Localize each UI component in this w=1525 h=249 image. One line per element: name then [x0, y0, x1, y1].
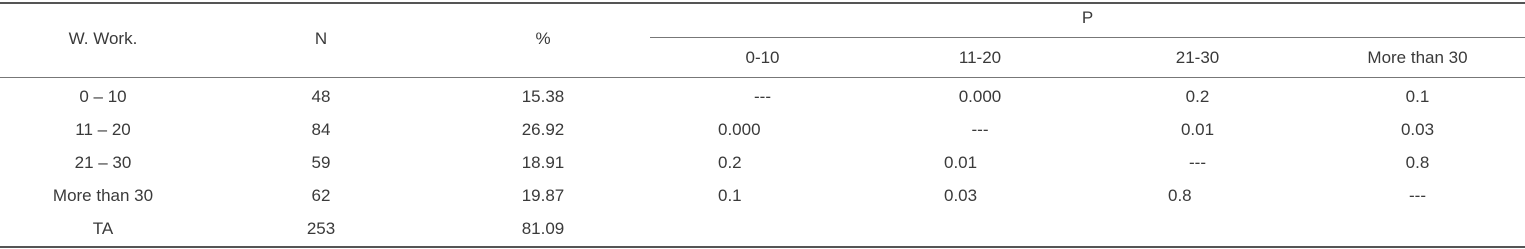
cell-p-11-20: 0.000	[958, 87, 1002, 106]
cell-w-work: More than 30	[52, 186, 154, 205]
table-header-rule	[0, 77, 1525, 78]
cell-p-0-10: 0.1	[718, 186, 742, 205]
cell-p-0-10: 0.000	[718, 120, 761, 139]
cell-n: 48	[311, 87, 331, 106]
cell-p-0-10: ---	[754, 87, 771, 106]
cell-p-more-than-30: 0.1	[1405, 87, 1430, 106]
cell-n: 62	[311, 186, 331, 205]
cell-n: 59	[311, 153, 331, 172]
header-p-0-10: 0-10	[745, 48, 780, 67]
p-header-rule	[650, 37, 1525, 38]
cell-p-21-30: 0.2	[1185, 87, 1210, 106]
cell-p-0-10: 0.2	[718, 153, 742, 172]
cell-pct: 26.92	[521, 120, 565, 139]
cell-w-work: 0 – 10	[79, 87, 127, 106]
cell-n: 84	[311, 120, 331, 139]
cell-pct: 19.87	[521, 186, 565, 205]
cell-n: 253	[306, 219, 336, 238]
cell-p-more-than-30: 0.03	[1400, 120, 1435, 139]
header-n: N	[314, 29, 328, 48]
cell-w-work: 11 – 20	[75, 120, 131, 139]
cell-pct: 18.91	[521, 153, 565, 172]
header-w-work: W. Work.	[68, 29, 138, 48]
cell-w-work: 21 – 30	[74, 153, 132, 172]
table-top-rule	[0, 2, 1525, 4]
cell-w-work: TA	[92, 219, 114, 238]
cell-p-11-20: 0.01	[944, 153, 978, 172]
cell-p-21-30: 0.01	[1180, 120, 1215, 139]
cell-p-21-30: ---	[1189, 153, 1206, 172]
cell-p-11-20: ---	[971, 120, 989, 139]
header-p: P	[1081, 8, 1094, 27]
header-p-21-30: 21-30	[1175, 48, 1220, 67]
header-pct: %	[535, 29, 551, 48]
cell-pct: 81.09	[521, 219, 565, 238]
header-p-11-20: 11-20	[958, 48, 1002, 67]
header-p-more-than-30: More than 30	[1367, 48, 1468, 67]
cell-p-11-20: 0.03	[944, 186, 978, 205]
table-bottom-rule	[0, 246, 1525, 248]
cell-p-more-than-30: 0.8	[1405, 153, 1430, 172]
cell-p-more-than-30: ---	[1409, 186, 1426, 205]
cell-p-21-30: 0.8	[1168, 186, 1192, 205]
cell-pct: 15.38	[521, 87, 565, 106]
